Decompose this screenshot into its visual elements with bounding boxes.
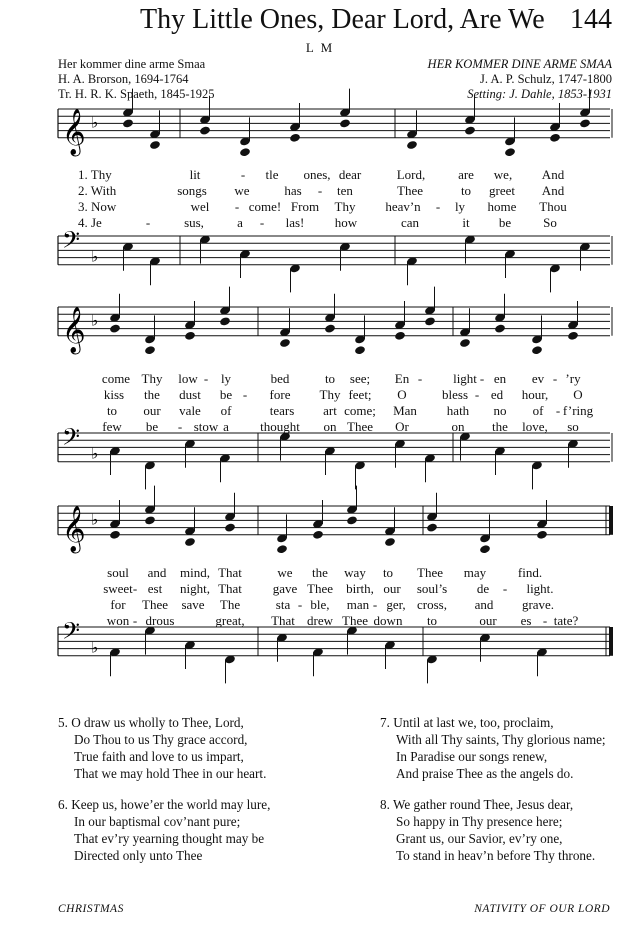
author: H. A. Brorson, 1694-1764 <box>58 72 189 86</box>
lyric-syllable: wel <box>190 199 210 214</box>
flat-key-signature-icon: ♭ <box>91 444 99 463</box>
note-head <box>549 133 561 143</box>
lyric-syllable: on <box>323 419 337 434</box>
lyric-syllable: Thee <box>417 565 443 580</box>
note-head <box>224 523 236 533</box>
lyric-syllable: won <box>106 613 130 628</box>
lyric-syllable: - <box>474 387 480 402</box>
lyric-syllable: That <box>271 613 295 628</box>
lyric-syllable: - <box>259 215 265 230</box>
lyric-syllable: O <box>573 387 583 402</box>
note-head <box>184 331 196 341</box>
note-head <box>479 544 491 554</box>
lyric-syllable: save <box>181 597 205 612</box>
note-head <box>279 338 291 348</box>
lyric-syllable: and <box>474 597 494 612</box>
lyric-syllable: - <box>297 597 303 612</box>
lyric-syllable: - <box>203 371 209 386</box>
lyric-syllable: for <box>110 597 126 612</box>
lyric-syllable: find. <box>517 565 543 580</box>
lyric-syllable: So <box>543 215 557 230</box>
lyric-syllable: to <box>426 613 438 628</box>
note-head <box>324 324 336 334</box>
lyric-syllable: great, <box>215 613 245 628</box>
lyric-syllable: bless <box>442 387 468 402</box>
lyric-syllable: Thy <box>319 387 341 402</box>
lyric-syllable: a <box>237 215 243 230</box>
lyric-syllable: come; <box>344 403 376 418</box>
lyric-syllable: heav’n <box>385 199 421 214</box>
note-head <box>579 118 591 128</box>
lyric-syllable: las! <box>285 215 305 230</box>
note-head <box>276 544 288 554</box>
lyric-syllable: soul’s <box>416 581 448 596</box>
stanza-8: 8. We gather round Thee, Jesus dear, So happy in Thy presence here; Grant us, our Savior, ev’ry one, To stand in heav’n before Thy throne. <box>380 797 596 863</box>
lyric-syllable: of <box>532 403 544 418</box>
lyric-syllable: - <box>417 371 423 386</box>
lyric-syllable: ed <box>490 387 504 402</box>
lyric-syllable: ev <box>531 371 545 386</box>
lyric-syllable: the <box>312 565 328 580</box>
lyric-syllable: tate? <box>553 613 579 628</box>
lyric-syllable: stow <box>193 419 219 434</box>
lyric-syllable: has <box>284 183 302 198</box>
lyric-syllable: - <box>317 183 323 198</box>
lyric-syllable: greet <box>489 183 515 198</box>
note-head <box>239 147 251 157</box>
note-head <box>312 530 324 540</box>
lyric-syllable: it <box>462 215 470 230</box>
lyric-syllable: - <box>479 371 485 386</box>
lyric-syllable: see; <box>349 371 371 386</box>
lyric-syllable: And <box>541 167 565 182</box>
treble-clef-icon: 𝄞 <box>62 108 86 155</box>
lyric-syllable: our <box>479 613 497 628</box>
note-head <box>406 140 418 150</box>
lyric-syllable: art <box>323 403 337 418</box>
lyric-syllable: light. <box>526 581 554 596</box>
lyric-syllable: - <box>234 199 240 214</box>
flat-key-signature-icon: ♭ <box>91 113 99 132</box>
flat-key-signature-icon: ♭ <box>91 638 99 657</box>
stanza-6: 6. Keep us, howe’er the world may lure, In our baptismal cov’nant pure; That ev’ry yearning thought may be Directed only unto Thee <box>58 797 271 863</box>
lyric-syllable: 4. Je <box>78 215 102 230</box>
lyric-syllable: the <box>492 419 508 434</box>
lyric-syllable: tle <box>265 167 279 182</box>
bass-clef-icon: 𝄢 <box>62 616 81 650</box>
note-head <box>531 345 543 355</box>
lyric-syllable: we, <box>493 167 513 182</box>
lyric-syllable: Man <box>393 403 417 418</box>
lyric-syllable: - <box>555 403 561 418</box>
meter-label: L M <box>305 40 335 55</box>
lyric-syllable: and <box>147 565 167 580</box>
note-head <box>149 140 161 150</box>
original-title: Her kommer dine arme Smaa <box>58 57 206 71</box>
hymn-title: Thy Little Ones, Dear Lord, Are We <box>140 4 545 35</box>
lyric-syllable: est <box>147 581 163 596</box>
lyric-syllable: come <box>101 371 131 386</box>
lyric-syllable: f’ring <box>562 403 594 418</box>
lyric-syllable: That <box>218 565 242 580</box>
lyric-syllable: way <box>344 565 366 580</box>
lyric-syllable: man <box>346 597 370 612</box>
lyric-syllable: ble, <box>310 597 330 612</box>
lyric-syllable: sta <box>275 597 291 612</box>
lyric-syllable: - <box>372 597 378 612</box>
lyric-syllable: night, <box>180 581 210 596</box>
flat-key-signature-icon: ♭ <box>91 311 99 330</box>
lyric-syllable: en <box>493 371 507 386</box>
lyric-syllable: Thee <box>307 581 333 596</box>
note-head <box>394 331 406 341</box>
lyric-syllable: hour, <box>521 387 549 402</box>
note-head <box>122 118 134 128</box>
translator: Tr. H. R. K. Spaeth, 1845-1925 <box>58 87 215 101</box>
lyric-syllable: 2. With <box>78 183 117 198</box>
lyric-syllable: the <box>144 387 160 402</box>
lyric-syllable: how <box>334 215 358 230</box>
lyric-syllable: we <box>277 565 293 580</box>
lyric-syllable: gave <box>272 581 298 596</box>
lyric-syllable: Thee <box>342 613 368 628</box>
lyric-syllable: to <box>106 403 118 418</box>
lyric-syllable: songs <box>177 183 207 198</box>
note-head <box>289 133 301 143</box>
lyric-syllable: - <box>435 199 441 214</box>
note-head <box>339 118 351 128</box>
lyric-syllable: no <box>493 403 507 418</box>
note-head <box>144 345 156 355</box>
lyric-syllable: dust <box>179 387 201 402</box>
note-head <box>144 515 156 525</box>
tune-name: HER KOMMER DINE ARME SMAA <box>427 57 612 71</box>
lyric-syllable: - <box>132 581 138 596</box>
bass-clef-icon: 𝄢 <box>62 225 81 259</box>
lyric-syllable: on <box>451 419 465 434</box>
note-head <box>459 338 471 348</box>
lyric-syllable: soul <box>107 565 129 580</box>
note-head <box>424 316 436 326</box>
lyric-syllable: 3. Now <box>78 199 117 214</box>
lyric-syllable: dear <box>338 167 362 182</box>
lyric-syllable: - <box>542 613 548 628</box>
note-head <box>346 515 358 525</box>
lyric-syllable: can <box>400 215 420 230</box>
lyric-syllable: Or <box>395 419 409 434</box>
flat-key-signature-icon: ♭ <box>91 247 99 266</box>
lyric-syllable: so <box>567 419 579 434</box>
lyric-syllable: vale <box>179 403 201 418</box>
lyric-syllable: ger, <box>386 597 406 612</box>
lyric-syllable: a <box>223 419 229 434</box>
lyric-syllable: sus, <box>184 215 204 230</box>
lyric-syllable: - <box>132 613 138 628</box>
lyric-syllable: es <box>520 613 532 628</box>
lyric-syllable: birth, <box>346 581 374 596</box>
lyric-syllable: Thou <box>539 199 567 214</box>
lyric-syllable: cross, <box>417 597 447 612</box>
lyric-syllable: be <box>145 419 159 434</box>
lyric-syllable: En <box>394 371 410 386</box>
lyric-syllable: sweet <box>103 581 133 596</box>
lyric-syllable: to <box>460 183 472 198</box>
lyric-syllable: grave. <box>521 597 555 612</box>
note-head <box>464 126 476 136</box>
lyric-syllable: From <box>290 199 320 214</box>
lyric-syllable: low <box>178 371 198 386</box>
note-head <box>426 523 438 533</box>
lyric-syllable: - <box>242 387 248 402</box>
lyric-syllable: bed <box>270 371 290 386</box>
stanza-7: 7. Until at last we, too, proclaim, With all Thy saints, Thy glorious name; In Paradise our songs renew, And praise Thee as the angels do. <box>380 715 606 781</box>
treble-clef-icon: 𝄞 <box>62 306 86 353</box>
lyric-syllable: are <box>458 167 474 182</box>
lyric-syllable: mind, <box>180 565 210 580</box>
lyric-syllable: down <box>373 613 403 628</box>
note-head <box>494 324 506 334</box>
flat-key-signature-icon: ♭ <box>91 510 99 529</box>
lyric-syllable: we <box>234 183 250 198</box>
hymn-number: 144 <box>570 4 612 35</box>
lyric-syllable: Lord, <box>396 167 426 182</box>
lyric-syllable: kiss <box>103 387 125 402</box>
lyric-syllable: Thy <box>141 371 163 386</box>
lyric-syllable: be <box>498 215 512 230</box>
lyric-syllable: our <box>143 403 161 418</box>
lyric-syllable: come! <box>248 199 282 214</box>
lyric-syllable: home <box>487 199 517 214</box>
lyric-syllable: - <box>240 167 246 182</box>
lyric-syllable: love, <box>522 419 548 434</box>
lyric-syllable: Thee <box>397 183 423 198</box>
lyric-syllable: ly <box>454 199 466 214</box>
treble-clef-icon: 𝄞 <box>62 505 86 552</box>
note-head <box>567 331 579 341</box>
lyric-syllable: may <box>463 565 487 580</box>
stanza-5: 5. O draw us wholly to Thee, Lord, Do Thou to us Thy grace accord, True faith and love to us impart, That we may hold Thee in our heart. <box>58 715 267 781</box>
lyric-syllable: O <box>397 387 407 402</box>
bass-clef-icon: 𝄢 <box>62 422 81 456</box>
lyric-syllable: Thee <box>142 597 168 612</box>
lyric-syllable: And <box>541 183 565 198</box>
note-head <box>184 537 196 547</box>
lyric-syllable: Thy <box>334 199 356 214</box>
lyric-syllable: hath <box>446 403 470 418</box>
lyric-syllable: our <box>383 581 401 596</box>
note-head <box>109 530 121 540</box>
footer-season: CHRISTMAS <box>58 903 124 915</box>
lyric-syllable: of <box>220 403 232 418</box>
lyric-syllable: de <box>476 581 490 596</box>
setting: Setting: J. Dahle, 1853-1931 <box>467 87 612 101</box>
lyric-syllable: - <box>552 371 558 386</box>
lyric-syllable: lit <box>189 167 201 182</box>
lyric-syllable: light <box>453 371 477 386</box>
lyric-syllable: Thee <box>347 419 373 434</box>
lyric-syllable: to <box>324 371 336 386</box>
note-head <box>354 345 366 355</box>
lyric-syllable: ’ry <box>565 371 581 386</box>
lyric-syllable: - <box>502 581 508 596</box>
composer: J. A. P. Schulz, 1747-1800 <box>480 72 612 86</box>
lyric-syllable: few <box>102 419 122 434</box>
note-head <box>199 126 211 136</box>
lyric-syllable: drew <box>307 613 333 628</box>
lyric-syllable: to <box>382 565 394 580</box>
lyric-syllable: - <box>177 419 183 434</box>
lyric-syllable: be <box>219 387 233 402</box>
lyric-syllable: drous <box>145 613 175 628</box>
note-head <box>109 324 121 334</box>
note-head <box>219 316 231 326</box>
note-head <box>384 537 396 547</box>
lyric-syllable: fore <box>269 387 291 402</box>
lyric-syllable: 1. Thy <box>78 167 112 182</box>
lyric-syllable: ten <box>337 183 353 198</box>
lyric-syllable: feet; <box>348 387 372 402</box>
footer-festival: NATIVITY OF OUR LORD <box>474 903 610 915</box>
lyric-syllable: The <box>219 597 241 612</box>
note-head <box>504 147 516 157</box>
lyric-syllable: ones, <box>303 167 331 182</box>
note-head <box>536 530 548 540</box>
lyric-syllable: ly <box>220 371 232 386</box>
lyric-syllable: tears <box>269 403 295 418</box>
lyric-syllable: That <box>218 581 242 596</box>
lyric-syllable: - <box>145 215 151 230</box>
lyric-syllable: thought <box>260 419 300 434</box>
